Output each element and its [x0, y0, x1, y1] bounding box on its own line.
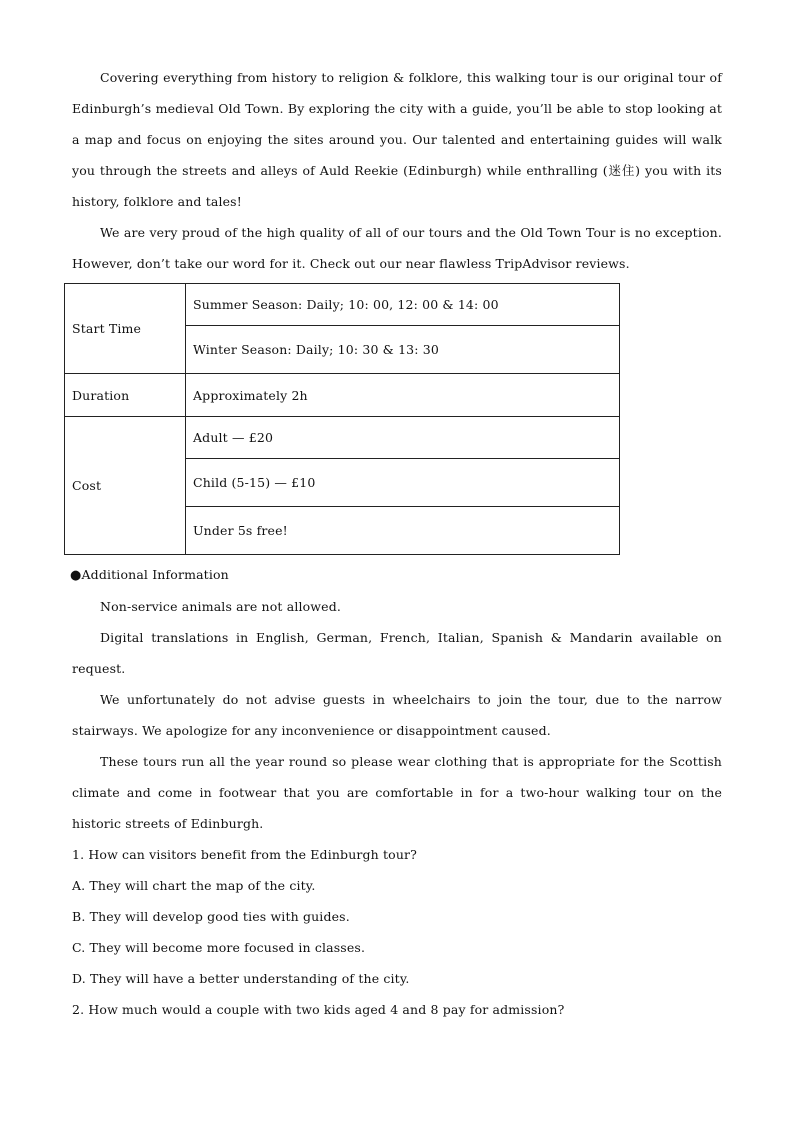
question-1: 1. How can visitors benefit from the Edinburgh tour? [72, 847, 418, 862]
cost-adult-cell: Adult — £20 [186, 417, 620, 459]
question-2: 2. How much would a couple with two kids aged 4 and 8 pay for admission? [72, 1002, 565, 1017]
document-page [72, 62, 722, 1025]
additional-paragraph-2: Digital translations in English, German, French, Italian, Spanish & Mandarin available on request. [72, 630, 722, 676]
bullet-icon: ● [70, 568, 82, 583]
additional-paragraph-4: These tours run all the year round so please wear clothing that is appropriate for the Scottish climate and come in footwear that you are comfortable in for a two-hour walking tour on the historic streets of Edinburgh. [72, 754, 722, 831]
cost-under5-cell: Under 5s free! [186, 507, 620, 555]
question-1-option-c: C. They will become more focused in classes. [72, 940, 366, 955]
additional-paragraph-3: We unfortunately do not advise guests in wheelchairs to join the tour, due to the narrow stairways. We apologize for any inconvenience or disappointment caused. [72, 692, 722, 738]
question-1-option-b: B. They will develop good ties with guides. [72, 909, 350, 924]
additional-info-heading-text: Additional Information [81, 567, 229, 582]
winter-season-cell: Winter Season: Daily; 10: 30 & 13: 30 [186, 326, 620, 374]
additional-paragraph-1: Non-service animals are not allowed. [100, 599, 341, 614]
cost-child-cell: Child (5-15) — £10 [186, 459, 620, 507]
duration-value: Approximately 2h [186, 374, 620, 417]
passage-paragraph-2: We are very proud of the high quality of all of our tours and the Old Town Tour is no exception. However, don’t take our word for it. Check out our near flawless TripAdvisor reviews. [72, 225, 722, 271]
duration-label: Duration [65, 374, 186, 417]
summer-season-cell: Summer Season: Daily; 10: 00, 12: 00 & 14: 00 [186, 284, 620, 326]
additional-info-heading [70, 559, 722, 591]
cost-label: Cost [65, 417, 186, 555]
passage-paragraph-1: Covering everything from history to religion & folklore, this walking tour is our original tour of Edinburgh’s medieval Old Town. By exploring the city with a guide, you’ll be able to stop looking at a map and focus on enjoying the sites around you. Our talented and entertaining guides will walk you through the streets and alleys of Auld Reekie (Edinburgh) while enthralling (迷住) you with its history, folklore and tales! [72, 70, 722, 209]
start-time-label: Start Time [65, 284, 186, 374]
question-1-option-d: D. They will have a better understanding of the city. [72, 971, 410, 986]
question-1-option-a: A. They will chart the map of the city. [72, 878, 316, 893]
tour-info-table [64, 283, 620, 555]
